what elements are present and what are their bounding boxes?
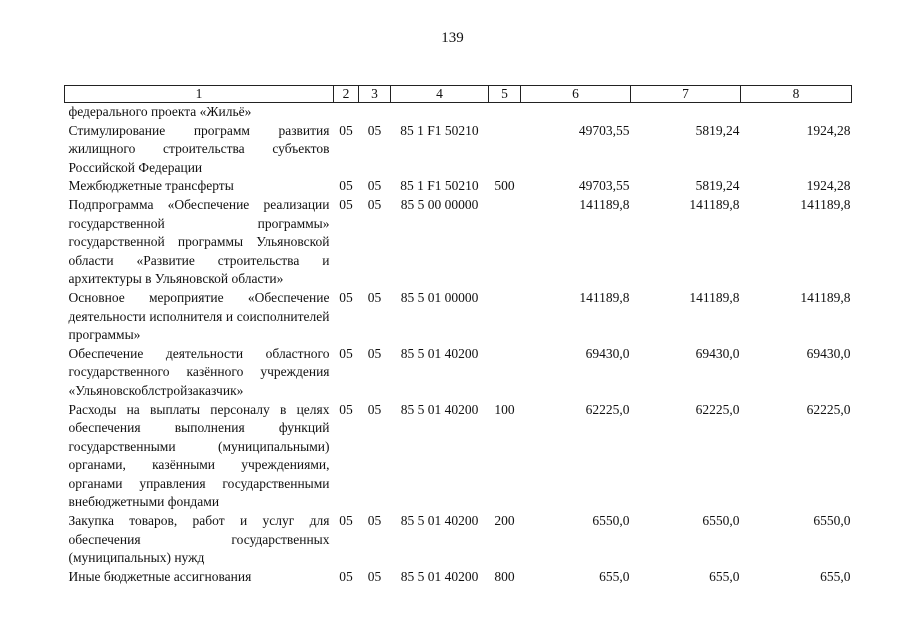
column-header: 8	[741, 86, 852, 103]
table-row	[65, 568, 852, 587]
value-year2	[631, 103, 741, 122]
value-year3	[741, 103, 852, 122]
value-year3: 6550,0	[813, 513, 851, 529]
rz-cell: 05	[339, 196, 353, 212]
rz-cell: 05	[339, 289, 353, 305]
pr-cell: 05	[367, 289, 382, 305]
row-name: Иные бюджетные ассигнования	[68, 568, 252, 584]
budget-table	[64, 85, 852, 586]
vr-cell: 100	[494, 401, 515, 417]
value-year3: 69430,0	[806, 345, 851, 361]
value-year3: 62225,0	[806, 401, 851, 417]
row-name: Основное мероприятие «Обеспечение деятельности исполнителя и соисполнителей программы»	[68, 289, 330, 343]
value-year1: 49703,55	[578, 122, 630, 138]
vr-cell	[489, 122, 521, 178]
value-year2: 6550,0	[702, 513, 740, 529]
column-number-row	[65, 86, 852, 103]
value-year2: 655,0	[709, 568, 740, 584]
value-year1	[521, 103, 631, 122]
value-year3: 655,0	[820, 568, 851, 584]
column-header: 4	[391, 86, 489, 103]
column-header: 2	[334, 86, 359, 103]
row-name: Закупка товаров, работ и услуг для обеспечения государственных (муниципальных) нужд	[68, 513, 330, 566]
value-year2: 69430,0	[695, 345, 740, 361]
vr-cell	[489, 345, 521, 401]
row-name: Межбюджетные трансферты	[68, 178, 234, 194]
row-name: Обеспечение деятельности областного государственного казённого учреждения «Ульяновскоблстройзаказчик»	[68, 345, 330, 398]
table-row	[65, 512, 852, 568]
pr-cell	[359, 103, 391, 122]
pr-cell: 05	[367, 122, 382, 138]
value-year2: 141189,8	[689, 196, 740, 212]
value-year2: 5819,24	[695, 122, 740, 138]
page-number: 139	[441, 30, 464, 46]
csr-cell: 85 5 00 00000	[400, 196, 479, 212]
vr-cell	[489, 103, 521, 122]
value-year3: 1924,28	[806, 122, 851, 138]
value-year1: 655,0	[599, 568, 630, 584]
row-name: Стимулирование программ развития жилищного строительства субъектов Российской Федерации	[68, 122, 330, 175]
pr-cell: 05	[367, 196, 382, 212]
vr-cell: 200	[494, 513, 515, 529]
table-row	[65, 122, 852, 178]
row-name: Расходы на выплаты персоналу в целях обеспечения выполнения функций государственными (муниципальными) органами, казёнными учреждениями, органами управления государственными внебюджетными фондами	[68, 401, 330, 510]
vr-cell: 500	[494, 178, 515, 194]
table-row	[65, 177, 852, 196]
table-row	[65, 401, 852, 513]
table-body	[65, 103, 852, 587]
row-name: Подпрограмма «Обеспечение реализации государственной программы» государственной программы Ульяновской области «Развитие строительства и архитектуры в Ульяновской области»	[68, 196, 330, 287]
value-year1: 6550,0	[592, 513, 630, 529]
value-year3: 1924,28	[806, 178, 851, 194]
vr-cell	[489, 289, 521, 345]
table-row	[65, 289, 852, 345]
value-year3: 141189,8	[800, 196, 851, 212]
csr-cell: 85 5 01 00000	[400, 289, 479, 305]
csr-cell: 85 1 F1 50210	[400, 178, 479, 194]
vr-cell: 800	[494, 568, 515, 584]
pr-cell: 05	[367, 345, 382, 361]
csr-cell: 85 5 01 40200	[400, 401, 479, 417]
csr-cell	[391, 103, 489, 122]
table-row	[65, 196, 852, 289]
vr-cell	[489, 196, 521, 289]
pr-cell: 05	[367, 568, 382, 584]
column-header: 6	[521, 86, 631, 103]
pr-cell: 05	[367, 401, 382, 417]
table-row	[65, 103, 852, 122]
rz-cell: 05	[339, 345, 353, 361]
column-header: 7	[631, 86, 741, 103]
value-year2: 141189,8	[689, 289, 740, 305]
value-year2: 5819,24	[695, 178, 740, 194]
csr-cell: 85 5 01 40200	[400, 513, 479, 529]
pr-cell: 05	[367, 513, 382, 529]
row-name: федерального проекта «Жильё»	[68, 104, 252, 119]
value-year1: 62225,0	[585, 401, 630, 417]
column-header: 5	[489, 86, 521, 103]
rz-cell: 05	[339, 568, 353, 584]
pr-cell: 05	[367, 178, 382, 194]
csr-cell: 85 1 F1 50210	[400, 122, 479, 138]
value-year1: 141189,8	[579, 289, 630, 305]
column-header: 1	[65, 86, 334, 103]
rz-cell: 05	[339, 122, 353, 138]
rz-cell	[334, 103, 359, 122]
csr-cell: 85 5 01 40200	[400, 345, 479, 361]
rz-cell: 05	[339, 513, 353, 529]
csr-cell: 85 5 01 40200	[400, 568, 479, 584]
value-year3: 141189,8	[800, 289, 851, 305]
column-header: 3	[359, 86, 391, 103]
value-year1: 141189,8	[579, 196, 630, 212]
value-year1: 49703,55	[578, 178, 630, 194]
table-header	[65, 86, 852, 103]
value-year1: 69430,0	[585, 345, 630, 361]
table-row	[65, 345, 852, 401]
value-year2: 62225,0	[695, 401, 740, 417]
rz-cell: 05	[339, 178, 353, 194]
rz-cell: 05	[339, 401, 353, 417]
